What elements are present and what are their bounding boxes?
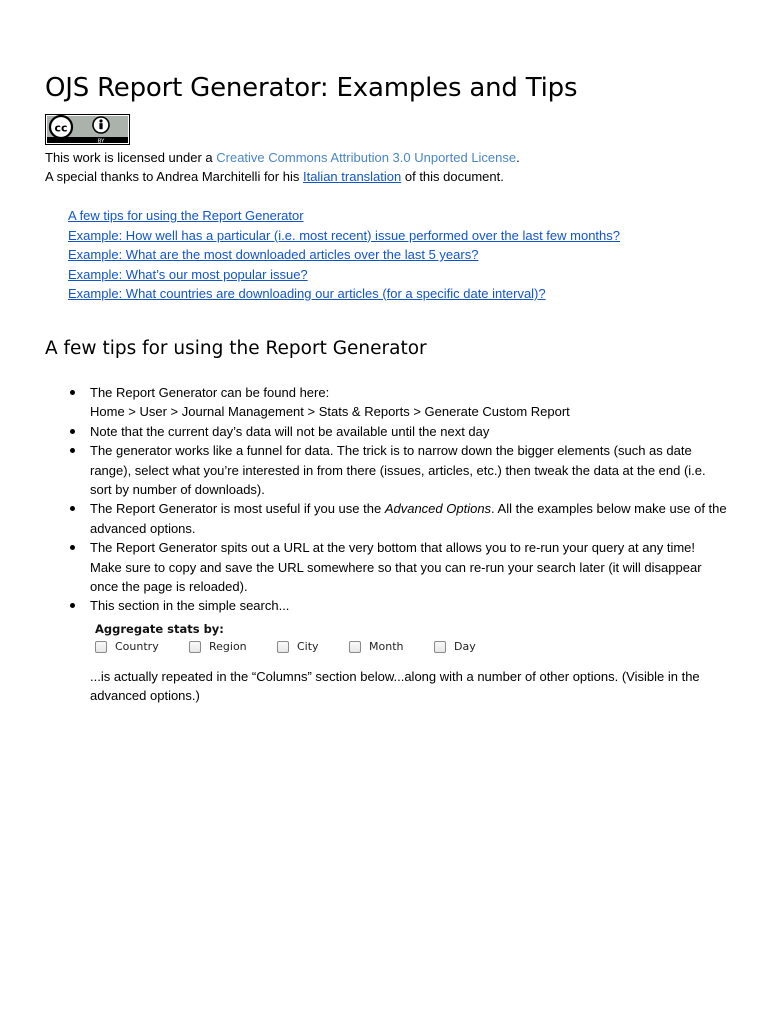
- bullet-text: This section in the simple search...: [90, 598, 290, 614]
- month-label: Month: [369, 640, 404, 653]
- toc-item: [68, 245, 620, 265]
- bullet-text-continued: . All the examples below make use of the advanced options.: [90, 501, 727, 536]
- thanks-statement: [45, 169, 504, 185]
- aggregate-option-month: [349, 640, 403, 653]
- day-checkbox[interactable]: [434, 641, 446, 653]
- columns-note: ...is actually repeated in the “Columns” section below...along with a number of other options. (Visible in the advanced options.): [90, 669, 700, 704]
- thanks-suffix: of this document.: [401, 169, 504, 184]
- menu-path-text: Home > User > Journal Management > Stats & Reports > Generate Custom Report: [90, 404, 570, 420]
- license-prefix: This work is licensed under a: [45, 150, 217, 165]
- bullet-text: The Report Generator spits out a URL at the very bottom that allows you to re-run your query at any time! Make sure to copy and save the URL somewhere so that you can re-run your search later (it will disappear once the page is reloaded).: [90, 540, 702, 595]
- advanced-options-emphasis: Advanced Options: [384, 501, 492, 517]
- list-item: [90, 499, 730, 538]
- translation-link[interactable]: Italian translation: [302, 169, 402, 184]
- toc-item: [68, 265, 620, 285]
- region-checkbox[interactable]: [189, 641, 201, 653]
- region-label: Region: [209, 640, 247, 653]
- license-suffix: .: [516, 150, 520, 165]
- toc-link-popular-issue[interactable]: Example: What’s our most popular issue?: [68, 266, 308, 282]
- list-item: [90, 441, 730, 499]
- license-statement: [45, 150, 520, 166]
- aggregate-option-city: [277, 640, 319, 653]
- day-label: Day: [454, 640, 476, 653]
- city-label: City: [297, 640, 319, 653]
- toc-link-tips[interactable]: A few tips for using the Report Generator: [68, 208, 304, 223]
- bullet-text: The generator works like a funnel for data. The trick is to narrow down the bigger elements (such as date range), select what you’re interested in from there (issues, articles, etc.) then tweak the data at the end (i.e. sort by number of downloads).: [90, 443, 706, 498]
- list-item: [90, 596, 730, 615]
- cc-by-license-badge[interactable]: [45, 114, 130, 145]
- table-of-contents: [68, 206, 620, 304]
- list-item: [90, 538, 730, 596]
- city-checkbox[interactable]: [277, 641, 289, 653]
- document-title: OJS Report Generator: Examples and Tips: [45, 73, 578, 103]
- bullet-text: The Report Generator can be found here:: [90, 385, 330, 400]
- aggregate-option-country: [95, 640, 159, 653]
- by-badge-text: BY: [97, 138, 105, 145]
- toc-item: [68, 284, 620, 304]
- toc-item: [68, 206, 620, 226]
- aggregate-stats-title: Aggregate stats by:: [95, 622, 224, 636]
- bullet-text: Note that the current day’s data will not be available until the next day: [90, 423, 490, 439]
- aggregate-option-region: [189, 640, 247, 653]
- aggregate-stats-screenshot: [93, 622, 513, 656]
- toc-item: [68, 226, 620, 246]
- section-heading: A few tips for using the Report Generator: [45, 338, 427, 359]
- thanks-prefix: A special thanks to Andrea Marchitelli for his: [45, 169, 303, 184]
- list-item: [90, 422, 730, 441]
- toc-link-issue-performance[interactable]: Example: How well has a particular (i.e. most recent) issue performed over the last few months?: [68, 227, 621, 243]
- bullet-text: The Report Generator is most useful if you use the: [90, 501, 385, 517]
- list-item: [90, 383, 730, 422]
- country-checkbox[interactable]: [95, 641, 107, 653]
- aggregate-option-day: [434, 640, 476, 653]
- cc-badge-text: cc: [54, 121, 68, 135]
- toc-link-most-downloaded[interactable]: Example: What are the most downloaded articles over the last 5 years?: [68, 247, 479, 262]
- license-link[interactable]: Creative Commons Attribution 3.0 Unported License: [216, 150, 517, 165]
- toc-link-countries[interactable]: Example: What countries are downloading our articles (for a specific date interval)?: [68, 286, 546, 301]
- month-checkbox[interactable]: [349, 641, 361, 653]
- person-icon: [99, 119, 102, 122]
- tips-list: [90, 383, 730, 616]
- country-label: Country: [115, 640, 159, 653]
